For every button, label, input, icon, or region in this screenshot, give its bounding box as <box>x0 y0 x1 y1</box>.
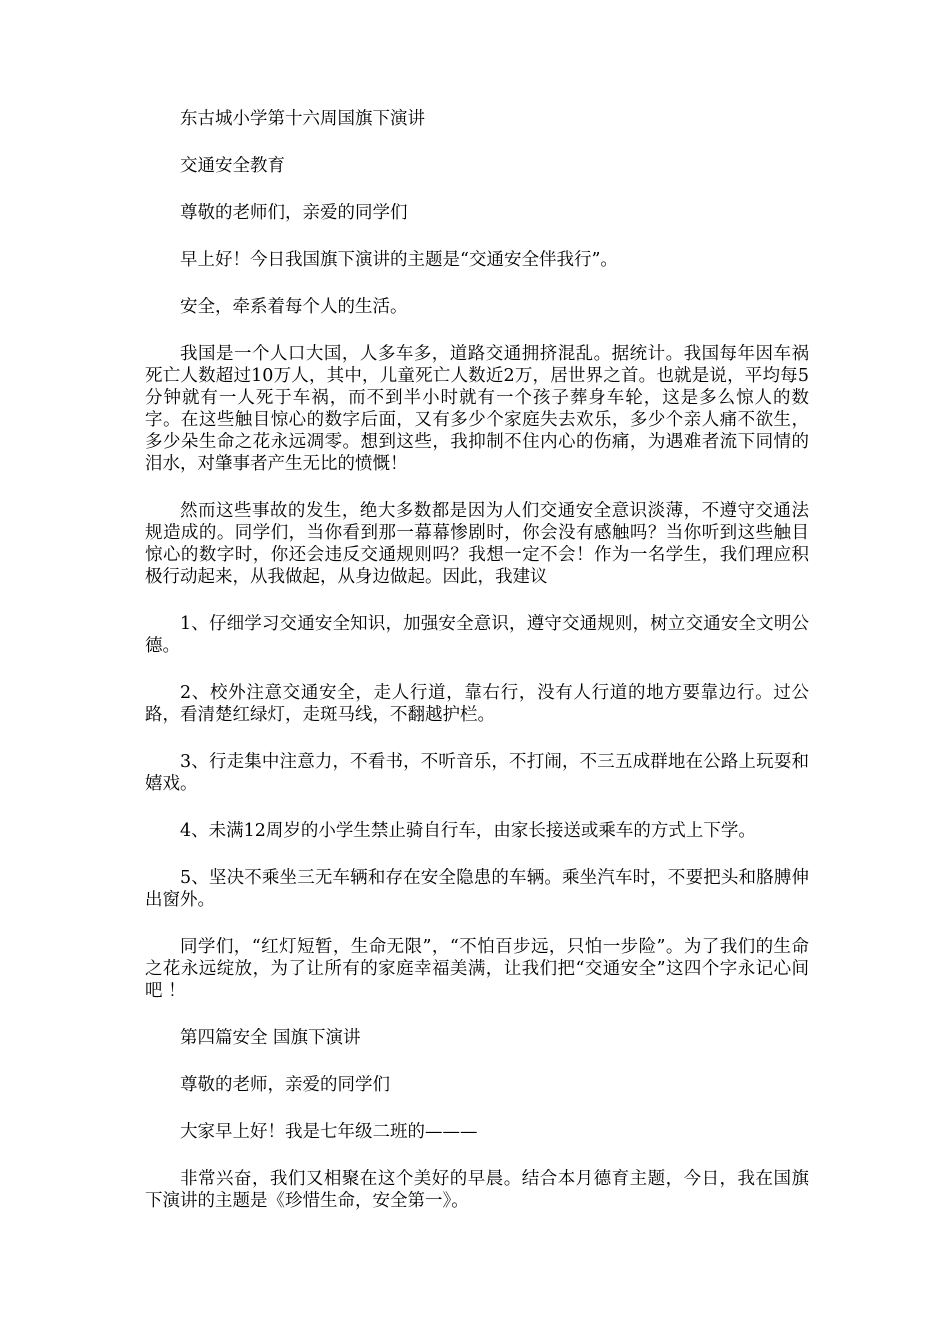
body-paragraph: 我国是一个人口大国，人多车多，道路交通拥挤混乱。据统计。我国每年因车祸死亡人数超过10万人，其中，儿童死亡人数近2万，居世界之首。也就是说，平均每5分钟就有一人死于车祸，而不到半小时就有一个孩子葬身车轮，这是多么惊人的数字。在这些触目惊心的数字后面，又有多少个家庭失去欢乐，多少个亲人痛不欲生，多少朵生命之花永远凋零。想到这些，我抑制不住内心的伤痛，为遇难者流下同情的泪水，对肇事者产生无比的愤慨！ <box>145 344 809 474</box>
suggestion-item: 4、未满12周岁的小学生禁止骑自行车，由家长接送或乘车的方式上下学。 <box>180 821 756 841</box>
suggestion-item: 2、校外注意交通安全，走人行道，靠右行，没有人行道的地方要靠边行。过公路，看清楚红绿灯，走斑马线，不翻越护栏。 <box>145 683 809 725</box>
salutation: 尊敬的老师们，亲爱的同学们 <box>180 203 408 223</box>
closing-paragraph: 同学们，“红灯短暂，生命无限”，“不怕百步远，只怕一步险”。为了我们的生命之花永远绽放，为了让所有的家庭幸福美满，让我们把“交通安全”这四个字永记心间吧 ！ <box>145 937 809 1001</box>
document-subtitle: 交通安全教育 <box>180 156 285 176</box>
body-paragraph: 安全，牵系着每个人的生活。 <box>180 297 408 317</box>
greeting-paragraph: 早上好！今日我国旗下演讲的主题是“交通安全伴我行”。 <box>180 250 618 270</box>
greeting-paragraph: 大家早上好！我是七年级二班的——— <box>180 1122 478 1142</box>
suggestion-item: 1、仔细学习交通安全知识，加强安全意识，遵守交通规则，树立交通安全文明公德。 <box>145 614 809 656</box>
document-title: 东古城小学第十六周国旗下演讲 <box>180 109 425 129</box>
suggestion-item: 5、坚决不乘坐三无车辆和存在安全隐患的车辆。乘坐汽车时，不要把头和胳膊伸出窗外。 <box>145 868 809 910</box>
suggestion-item: 3、行走集中注意力，不看书，不听音乐，不打闹，不三五成群地在公路上玩耍和嬉戏。 <box>145 752 809 794</box>
salutation: 尊敬的老师，亲爱的同学们 <box>180 1075 390 1095</box>
document-body <box>145 108 809 1237</box>
body-paragraph: 然而这些事故的发生，绝大多数都是因为人们交通安全意识淡薄，不遵守交通法规造成的。同学们，当你看到那一幕幕惨剧时，你会没有感触吗？当你听到这些触目惊心的数字时，你还会违反交通规则吗？我想一定不会！作为一名学生，我们理应积极行动起来，从我做起，从身边做起。因此，我建议 <box>145 501 809 587</box>
body-paragraph: 非常兴奋，我们又相聚在这个美好的早晨。结合本月德育主题，今日，我在国旗下演讲的主题是《珍惜生命，安全第一》。 <box>145 1169 809 1211</box>
section-heading: 第四篇安全 国旗下演讲 <box>180 1028 361 1048</box>
